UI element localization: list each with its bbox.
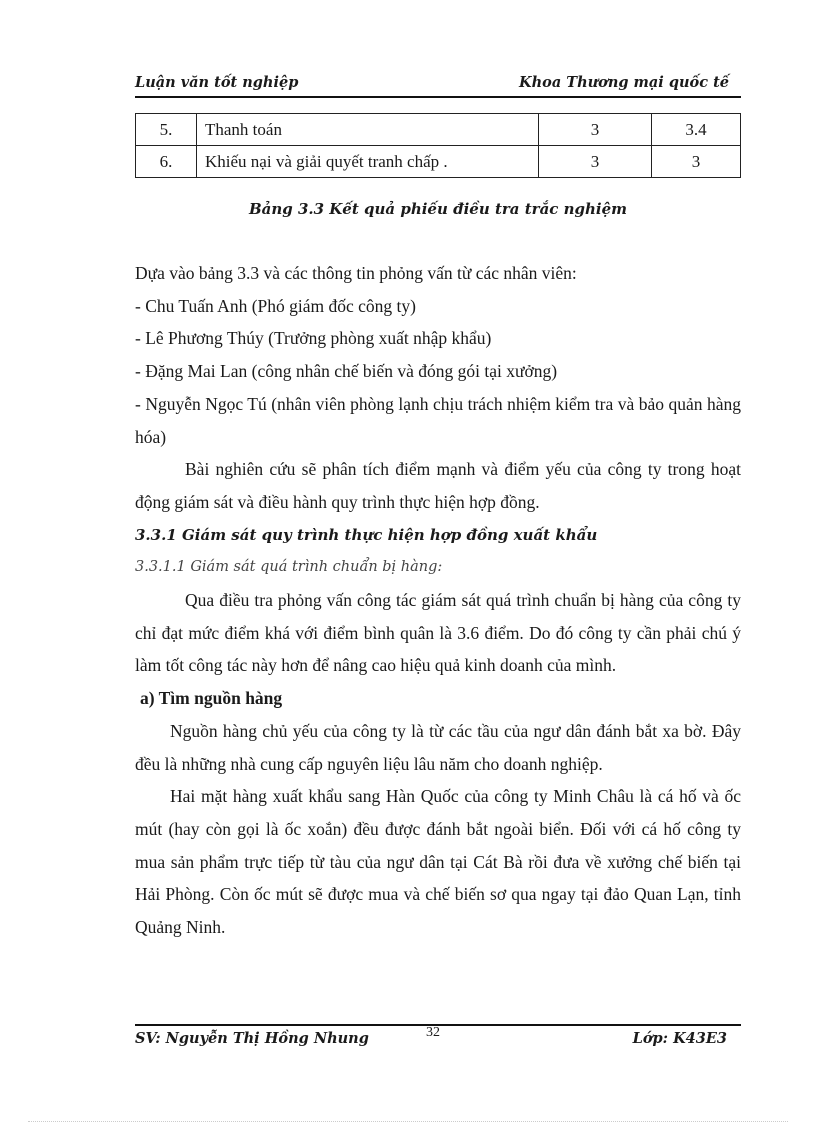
table-cell: Khiếu nại và giải quyết tranh chấp . bbox=[197, 146, 539, 178]
header-left: Luận văn tốt nghiệp bbox=[135, 74, 299, 91]
footer-class: Lớp: K43E3 bbox=[632, 1030, 727, 1047]
table-cell: 6. bbox=[136, 146, 197, 178]
page-header bbox=[135, 72, 741, 98]
table-cell: Thanh toán bbox=[197, 114, 539, 146]
table-cell: 5. bbox=[136, 114, 197, 146]
list-item: - Đặng Mai Lan (công nhân chế biến và đóng gói tại xưởng) bbox=[135, 361, 558, 382]
table-cell: 3 bbox=[539, 146, 652, 178]
intro-text: Dựa vào bảng 3.3 và các thông tin phỏng vấn từ các nhân viên: bbox=[135, 263, 577, 283]
paragraph: Bài nghiên cứu sẽ phân tích điểm mạnh và điểm yếu của công ty trong hoạt động giám sát và điều hành quy trình thực hiện hợp đồng. bbox=[135, 459, 741, 512]
document-body bbox=[135, 257, 741, 944]
table-cell: 3.4 bbox=[652, 114, 741, 146]
list-item: - Chu Tuấn Anh (Phó giám đốc công ty) bbox=[135, 295, 416, 316]
page-footer bbox=[135, 1024, 741, 1052]
table-caption: Bảng 3.3 Kết quả phiếu điều tra trắc nghiệm bbox=[248, 200, 628, 218]
table-row bbox=[136, 114, 741, 146]
paragraph: Nguồn hàng chủ yếu của công ty là từ các tầu của ngư dân đánh bắt xa bờ. Đây đều là những nhà cung cấp nguyên liệu lâu năm cho doanh nghiệp. bbox=[135, 720, 741, 774]
list-item: - Lê Phương Thúy (Trưởng phòng xuất nhập khẩu) bbox=[135, 328, 492, 349]
results-table bbox=[135, 113, 741, 178]
paragraph: Qua điều tra phỏng vấn công tác giám sát quá trình chuẩn bị hàng của công ty chỉ đạt mức điểm khá với điểm bình quân là 3.6 điểm. Do đó công ty cần phải chú ý làm tốt công tác này hơn để nâng cao hiệu quả kinh doanh của mình. bbox=[135, 590, 741, 676]
list-item: - Nguyễn Ngọc Tú (nhân viên phòng lạnh chịu trách nhiệm kiểm tra và bảo quản hàng hóa) bbox=[135, 393, 741, 447]
page-number: 32 bbox=[426, 1025, 440, 1040]
page-border bbox=[28, 1121, 788, 1122]
item-heading: a) Tìm nguồn hàng bbox=[140, 688, 283, 709]
table-cell: 3 bbox=[539, 114, 652, 146]
subsection-heading: 3.3.1.1 Giám sát quá trình chuẩn bị hàng: bbox=[135, 559, 443, 576]
table-row bbox=[136, 146, 741, 178]
footer-author: SV: Nguyễn Thị Hồng Nhung bbox=[135, 1030, 369, 1047]
table-cell: 3 bbox=[652, 146, 741, 178]
paragraph: Hai mặt hàng xuất khẩu sang Hàn Quốc của công ty Minh Châu là cá hố và ốc mút (hay còn gọi là ốc xoắn) đều được đánh bắt ngoài biển. Đối với cá hố công ty mua sản phẩm trực tiếp từ tàu của ngư dân tại Cát Bà rồi đưa về xưởng chế biến tại Hải Phòng. Còn ốc mút sẽ được mua và chế biến sơ qua ngay tại đảo Quan Lạn, tỉnh Quảng Ninh. bbox=[135, 786, 741, 938]
header-right: Khoa Thương mại quốc tế bbox=[519, 74, 729, 91]
section-heading: 3.3.1 Giám sát quy trình thực hiện hợp đồng xuất khẩu bbox=[135, 525, 598, 544]
